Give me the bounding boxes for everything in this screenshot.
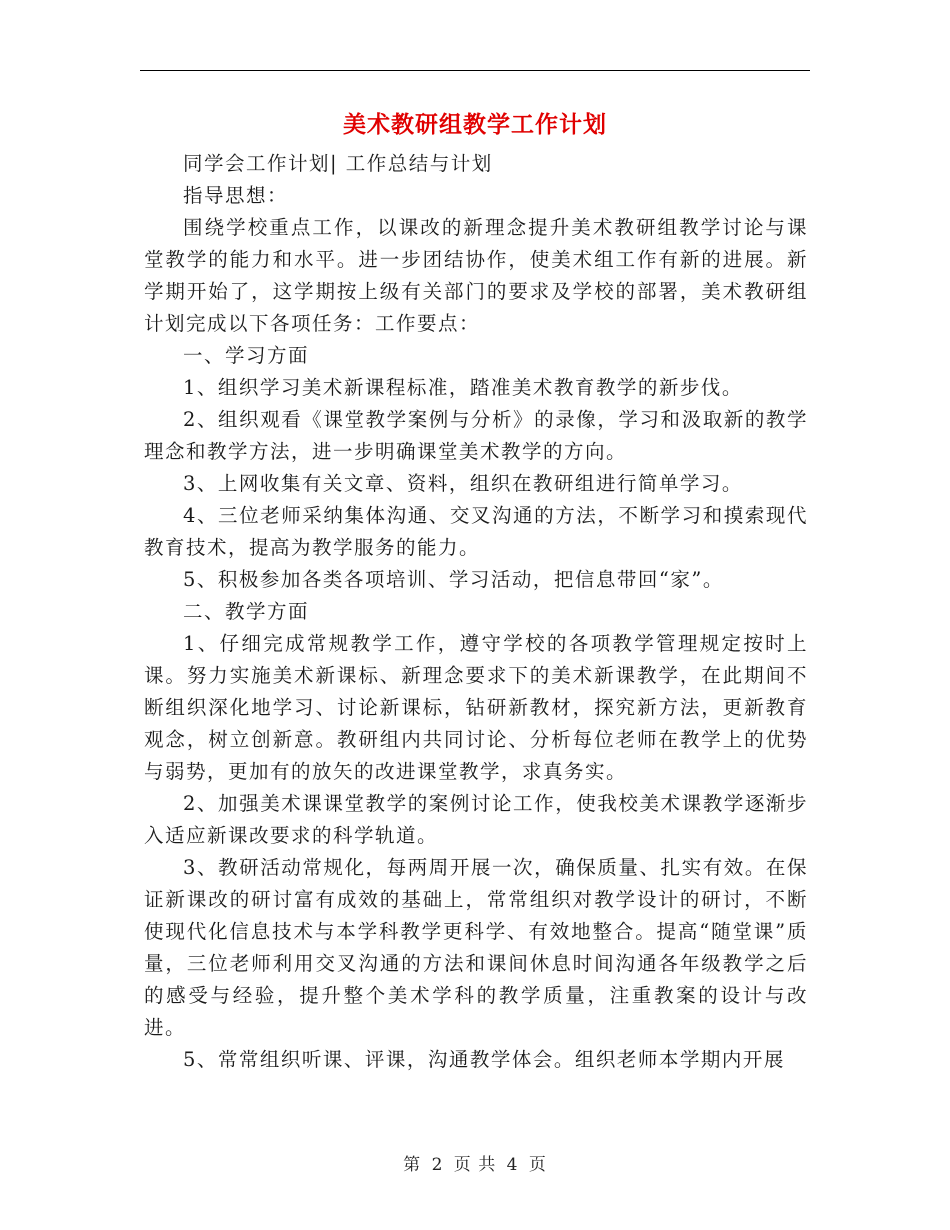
section-heading: 一、学习方面: [183, 344, 310, 367]
current-page-number: 2: [431, 1155, 444, 1175]
document-title: 美术教研组教学工作计划: [343, 111, 607, 138]
paragraph: 5、常常组织听课、评课，沟通教学体会。组织老师本学期内开展: [183, 1048, 785, 1071]
footer-suffix: 页: [528, 1155, 547, 1175]
paragraph: 同学会工作计划| 工作总结与计划: [183, 152, 493, 175]
section-heading: 二、教学方面: [183, 600, 310, 623]
footer-prefix: 第: [403, 1155, 422, 1175]
document-body: [144, 148, 808, 1076]
paragraph: 1、仔细完成常规教学工作，遵守学校的各项教学管理规定按时上课。努力实施美术新课标、新理念要求下的美术新课教学，在此期间不断组织深化地学习、讨论新课标，钻研新教材，探究新方法，更新教育观念，树立创新意。教研组内共同讨论、分析每位老师在教学上的优势与弱势，更加有的放矢的改进课堂教学，求真务实。: [144, 632, 808, 783]
paragraph: 围绕学校重点工作，以课改的新理念提升美术教研组教学讨论与课堂教学的能力和水平。进一步团结协作，使美术组工作有新的进展。新学期开始了，这学期按上级有关部门的要求及学校的部署，美术教研组计划完成以下各项任务：工作要点：: [144, 216, 808, 335]
paragraph: 2、组织观看《课堂教学案例与分析》的录像，学习和汲取新的教学理念和教学方法，进一步明确课堂美术教学的方向。: [144, 408, 808, 463]
paragraph: 4、三位老师采纳集体沟通、交叉沟通的方法，不断学习和摸索现代教育技术，提高为教学服务的能力。: [144, 504, 808, 559]
paragraph: 5、积极参加各类各项培训、学习活动，把信息带回“家”。: [183, 568, 724, 591]
footer-middle: 页 共: [453, 1155, 497, 1175]
header-rule: [140, 70, 810, 71]
total-pages-number: 4: [506, 1155, 519, 1175]
paragraph: 指导思想：: [183, 184, 289, 207]
paragraph: 1、组织学习美术新课程标准，踏准美术教育教学的新步伐。: [183, 376, 743, 399]
paragraph: 3、教研活动常规化，每两周开展一次，确保质量、扎实有效。在保证新课改的研讨富有成效的基础上，常常组织对教学设计的研讨，不断使现代化信息技术与本学科教学更科学、有效地整合。提高“随堂课”质量，三位老师利用交叉沟通的方法和课间休息时间沟通各年级教学之后的感受与经验，提升整个美术学科的教学质量，注重教案的设计与改进。: [144, 856, 808, 1039]
paragraph: 3、上网收集有关文章、资料，组织在教研组进行简单学习。: [183, 472, 743, 495]
paragraph: 2、加强美术课课堂教学的案例讨论工作，使我校美术课教学逐渐步入适应新课改要求的科学轨道。: [144, 792, 808, 847]
page-footer: [0, 1150, 950, 1175]
